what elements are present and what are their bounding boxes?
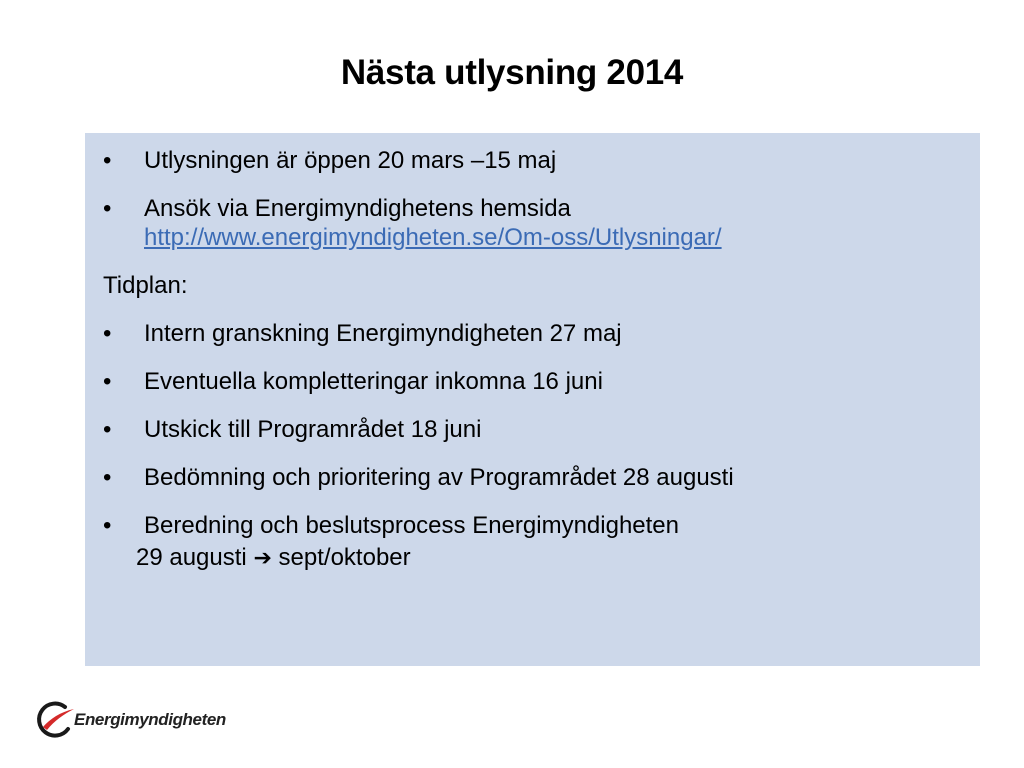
bullet-text: Utskick till Programrådet 18 juni [144,416,482,443]
logo-text: Energimyndigheten [74,710,226,729]
bullet: • [103,147,112,174]
continuation-line [103,543,960,572]
continuation-end: sept/oktober [278,544,411,571]
list-item [103,194,960,252]
list-item [103,146,960,175]
bullet-text: Eventuella kompletteringar inkomna 16 juni [144,368,603,395]
list-item [103,319,960,348]
list-item [103,415,960,444]
bullet: • [103,512,112,539]
content-box [85,133,980,666]
slide-title: Nästa utlysning 2014 [340,53,684,92]
bullet: • [103,368,112,395]
energimyndigheten-logo-icon [34,699,76,741]
section-label: Tidplan: [103,272,188,299]
list-item [103,511,960,540]
bullet: • [103,416,112,443]
bullet: • [103,464,112,491]
list-item [103,367,960,396]
bullet-text: Ansök via Energimyndighetens hemsida [144,195,571,222]
continuation-start: 29 augusti [136,544,247,571]
arrow-right-icon: ➔ [253,545,272,570]
logo [34,698,226,742]
list-item [103,463,960,492]
bullet-text: Beredning och beslutsprocess Energimyndigheten [144,512,679,539]
bullet-text: Bedömning och prioritering av Programrådet 28 augusti [144,464,734,491]
website-link[interactable]: http://www.energimyndigheten.se/Om-oss/Utlysningar/ [144,224,722,251]
bullet: • [103,195,112,222]
bullet: • [103,320,112,347]
bullet-text: Intern granskning Energimyndigheten 27 maj [144,320,622,347]
bullet-text: Utlysningen är öppen 20 mars –15 maj [144,147,557,174]
